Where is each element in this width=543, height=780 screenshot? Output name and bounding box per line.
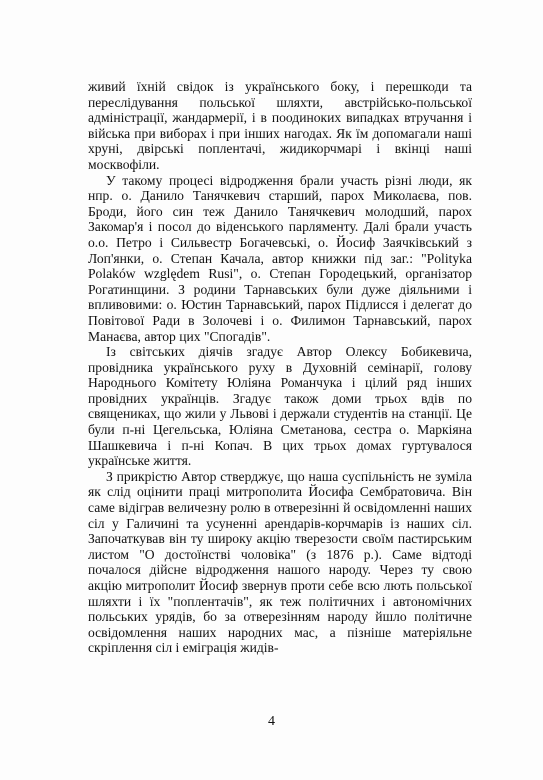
paragraph-4: З прикрістю Автор стверджує, що наша суспільність не зуміла як слід оцінити праці митрополита Йосифа Сембратовича. Він саме відіграв величезну ролю в отверезінні й освідомленні наших сіл у Галичині та усуненні арендарів-корчмарів із наших сіл. Започаткував він ту широку акцію тверезости своїм пастирським листом "О достоїнстві чоловіка" (з 1876 р.). Саме відтоді почалося дійсне відродження нашого народу. Через ту свою акцію митрополит Йосиф звернув проти себе всю лють польської шляхти і їх "поплентачів", як теж політичних і автономічних польських урядів, бо за отверезінням народу йшло політичне освідомлення наших народних мас, а пізніше матеріяльне скріплення сіл і еміграція жидів- xyxy=(88,468,472,656)
page-number: 4 xyxy=(268,714,275,729)
paragraph-1: живий їхній свідок із українського боку, і перешкоди та переслідування польської шляхти, австрійсько-польської адміністрації, жандармерії, і в поодиноких випадках втручання і війська при виборах і при інших нагодах. Як їм допомагали наші хруні, двірські поплентачі, жидикорчмарі і вкінці наші москвофіли. xyxy=(88,79,472,172)
paragraph-3: Із світських діячів згадує Автор Олексу Бобикевича, провідника українського руху в Духовній семінарії, голову Народнього Комітету Юліяна Романчука і цілий ряд інших провідних українців. Згадує також доми трьох вдів по священиках, що жили у Львові і держали студентів на станції. Це були п-ні Цегельська, Юліяна Сметанова, сестра о. Маркіяна Шашкевича і п-ні Копач. В цих трьох домах гуртувалося українське життя. xyxy=(88,344,472,469)
body-text xyxy=(88,79,472,656)
paragraph-2: У такому процесі відродження брали участь різні люди, як нпр. о. Данило Танячкевич старший, парох Миколаєва, пов. Броди, його син теж Данило Танячкевич молодший, парох Закомар'я і посол до віденського парляменту. Далі брали участь о.о. Петро і Сильвестр Богачевські, о. Йосиф Заячківський з Лоп'янки, о. Степан Качала, автор книжки під заг.: "Polityka Polaków względem Rusi", о. Степан Городецький, організатор Рогатинщини. З родини Тарнавських були дуже діяльними і впливовими: о. Юстин Тарнавський, парох Підлисся і делегат до Повітової Ради в Золочеві і о. Филимон Тарнавський, парох Манаєва, автор цих "Спогадів". xyxy=(88,172,472,344)
